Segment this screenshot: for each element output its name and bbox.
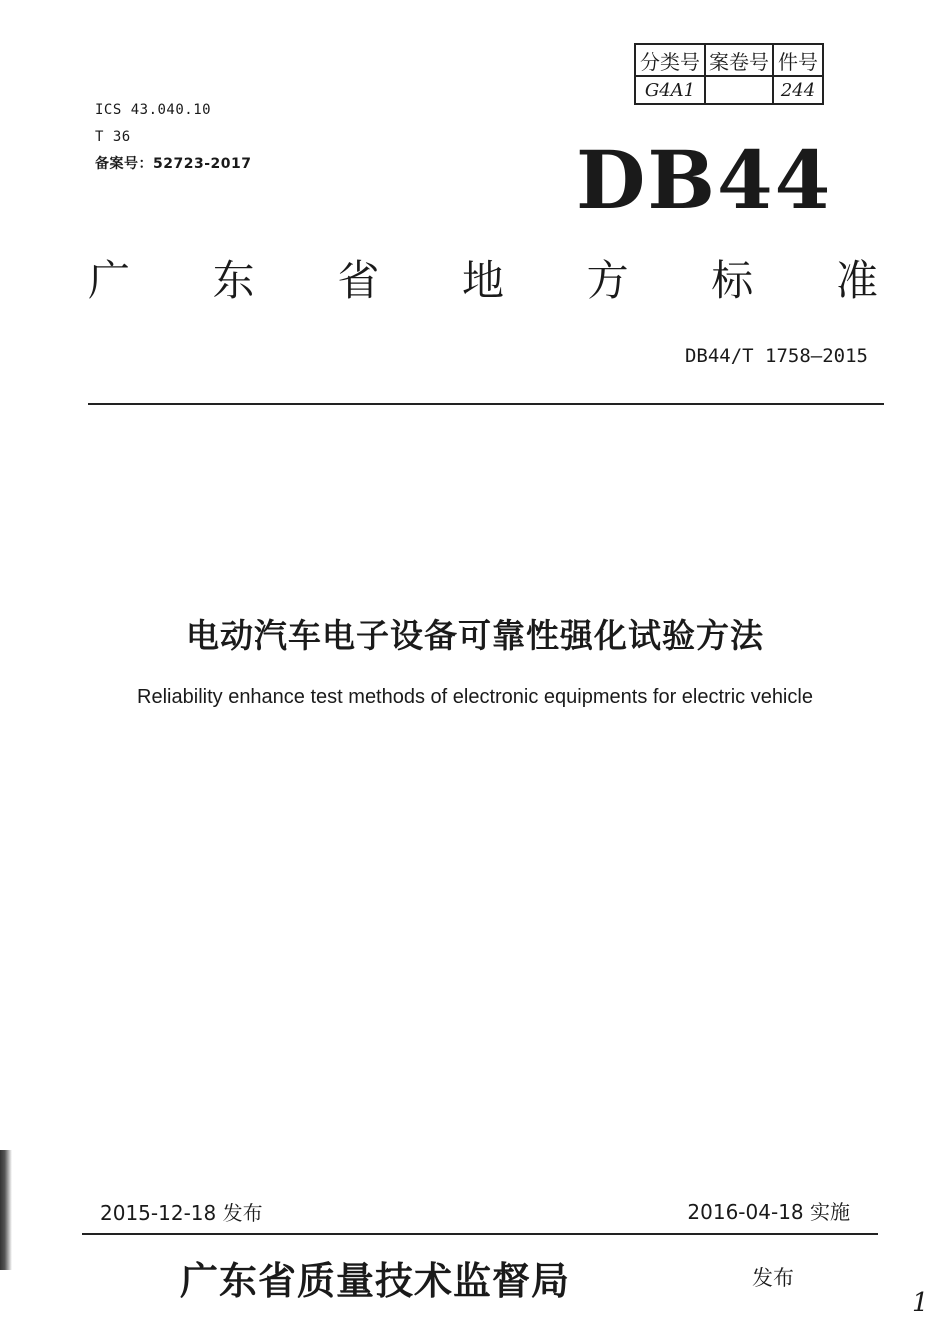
classification-code: T 36 [95, 129, 131, 145]
document-title-cn: 电动汽车电子设备可靠性强化试验方法 [186, 616, 764, 655]
stamp-header-item: 件号 [773, 44, 823, 76]
standard-type-char: 标 [711, 256, 754, 305]
filing-stamp [634, 43, 824, 105]
record-number: 备案号：52723-2017 [95, 156, 252, 172]
scan-edge-artifact [0, 1150, 12, 1270]
stamp-value-category: G4A1 [635, 76, 705, 104]
issuing-authority-suffix: 发布 [752, 1266, 794, 1290]
implementation-date: 2016-04-18 实施 [687, 1200, 850, 1224]
bottom-divider [82, 1233, 878, 1235]
standard-type-char: 广 [88, 256, 131, 305]
stamp-value-file [705, 76, 773, 104]
standard-code: DB44/T 1758—2015 [684, 345, 868, 367]
filing-stamp-value-row [635, 76, 823, 104]
filing-stamp-header-row [635, 44, 823, 76]
stamp-value-item: 244 [773, 76, 823, 104]
standard-type-char: 地 [461, 256, 504, 305]
standard-type [88, 248, 878, 308]
page-mark: 1 [912, 1288, 929, 1318]
stamp-header-category: 分类号 [635, 44, 705, 76]
document-title-en: Reliability enhance test methods of electronic equipments for electric vehicle [137, 686, 813, 708]
standard-type-char: 方 [586, 256, 629, 305]
standard-type-char: 东 [212, 256, 255, 305]
db44-logo: DB44 [576, 133, 833, 227]
issuing-authority: 广东省质量技术监督局 [180, 1258, 571, 1303]
ics-code: ICS 43.040.10 [95, 102, 212, 118]
issue-date: 2015-12-18 发布 [100, 1201, 263, 1225]
top-divider [88, 403, 884, 405]
standard-type-char: 省 [337, 256, 380, 305]
stamp-header-file: 案卷号 [705, 44, 773, 76]
standard-type-char: 准 [835, 256, 878, 305]
